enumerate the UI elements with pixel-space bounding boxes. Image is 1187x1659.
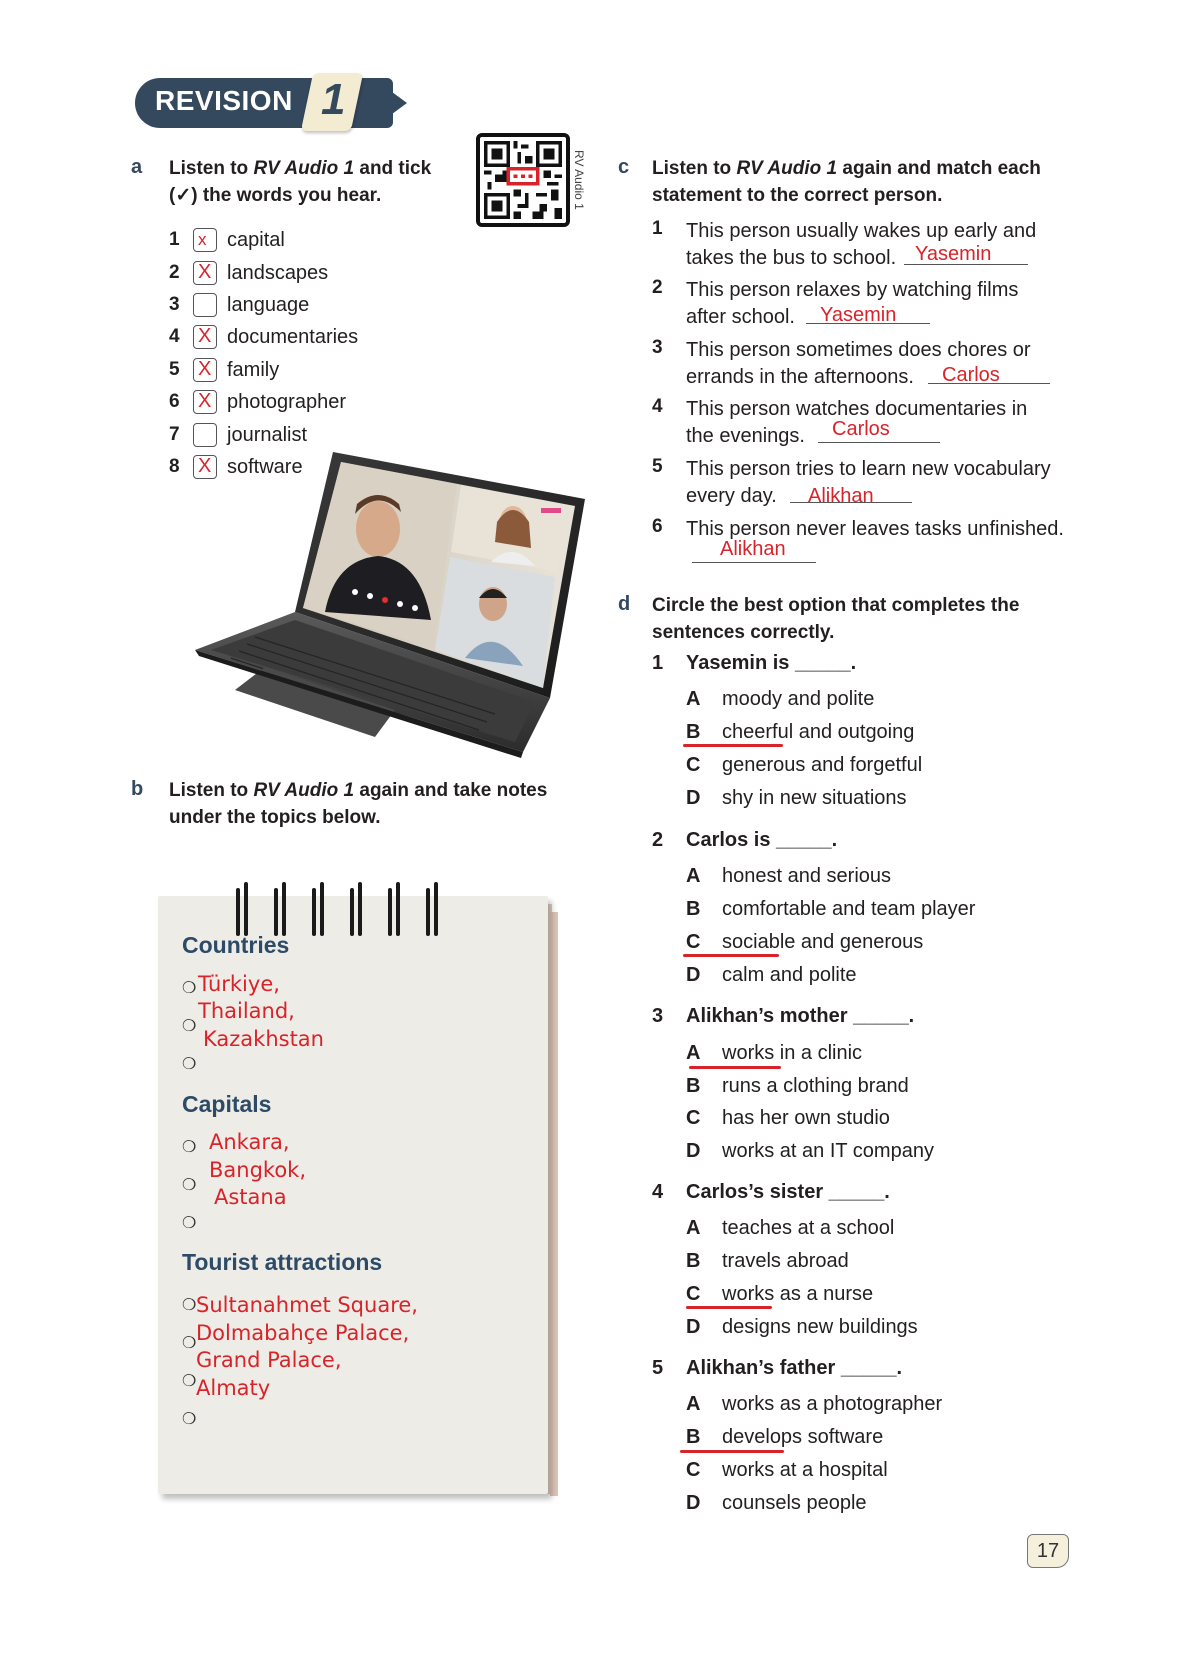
- note-bullet-icon[interactable]: ❍: [182, 1139, 197, 1156]
- option-letter: B: [686, 1074, 701, 1097]
- note-bullet-icon[interactable]: ❍: [182, 1018, 197, 1035]
- statement-line: This person tries to learn new vocabulary: [686, 458, 1051, 480]
- option-d[interactable]: [686, 1313, 918, 1341]
- word-item: [169, 323, 358, 351]
- option-letter: C: [686, 753, 701, 776]
- option-a[interactable]: [686, 862, 891, 890]
- item-number: 6: [169, 391, 180, 412]
- badge-title: REVISION: [155, 85, 293, 116]
- option-letter: A: [686, 864, 701, 887]
- question-text: Carlos is _____.: [686, 829, 838, 851]
- item-number: 4: [652, 396, 663, 417]
- word-label: family: [227, 358, 280, 381]
- question-number: 5: [652, 1357, 664, 1379]
- note-text: Kazakhstan: [203, 1027, 324, 1051]
- option-text: designs new buildings: [722, 1315, 918, 1338]
- spiral-binding-icon: [228, 876, 448, 940]
- option-text: works at an IT company: [722, 1139, 934, 1162]
- item-number: 3: [169, 294, 180, 315]
- page-number: 17: [1027, 1534, 1069, 1568]
- word-label: capital: [227, 228, 285, 251]
- option-letter: A: [686, 687, 701, 710]
- tick-checkbox[interactable]: [193, 228, 217, 252]
- note-bullet-icon[interactable]: ❍: [182, 1373, 197, 1390]
- question-number: 1: [652, 652, 664, 674]
- option-text: counsels people: [722, 1491, 867, 1514]
- option-text: travels abroad: [722, 1249, 849, 1272]
- item-number: 2: [169, 262, 180, 283]
- question-number: 3: [652, 1005, 664, 1027]
- question-stem: [652, 652, 856, 675]
- answer-line[interactable]: [692, 562, 816, 563]
- tick-checkbox[interactable]: [193, 423, 217, 447]
- option-text: teaches at a school: [722, 1216, 895, 1239]
- option-text: calm and polite: [722, 963, 857, 986]
- option-text: shy in new situations: [722, 786, 907, 809]
- option-text: sociable and generous: [722, 930, 924, 953]
- option-c[interactable]: [686, 1280, 873, 1308]
- option-a[interactable]: [686, 1214, 894, 1242]
- answer-underline: [686, 1306, 772, 1309]
- tick-checkbox[interactable]: [193, 390, 217, 414]
- note-text: Astana: [214, 1185, 287, 1209]
- option-letter: B: [686, 720, 701, 743]
- answer-text: Yasemin: [820, 304, 897, 326]
- answer-text: Yasemin: [915, 243, 992, 265]
- question-number: 2: [652, 829, 664, 851]
- word-label: language: [227, 293, 310, 316]
- note-text: Dolmabahçe Palace,: [196, 1321, 410, 1345]
- statement-line: every day.: [686, 485, 777, 507]
- qr-code[interactable]: [476, 133, 570, 227]
- instruction-text: sentences correctly.: [652, 622, 835, 643]
- question-text: Carlos’s sister _____.: [686, 1181, 890, 1203]
- option-letter: B: [686, 1425, 701, 1448]
- word-item: [169, 356, 279, 384]
- note-text: Bangkok,: [209, 1158, 307, 1182]
- note-text: Türkiye,: [198, 972, 280, 996]
- option-letter: D: [686, 963, 701, 986]
- badge-number: 1: [321, 75, 346, 124]
- option-b[interactable]: [686, 895, 975, 923]
- tick-mark: X: [198, 390, 212, 412]
- option-c[interactable]: [686, 751, 922, 779]
- note-bullet-icon[interactable]: ❍: [182, 1411, 197, 1428]
- question-stem: [652, 1181, 890, 1204]
- word-item: [169, 226, 285, 254]
- item-number: 3: [652, 337, 663, 358]
- instruction-text: statement to the correct person.: [652, 185, 943, 206]
- item-number: 4: [169, 326, 180, 347]
- tick-mark: x: [198, 230, 207, 249]
- note-bullet-icon[interactable]: ❍: [182, 1335, 197, 1352]
- instruction-text: again and match each: [837, 158, 1041, 179]
- section-b-instruction: [169, 777, 589, 831]
- option-text: moody and polite: [722, 687, 875, 710]
- option-text: generous and forgetful: [722, 753, 923, 776]
- word-label: landscapes: [227, 261, 329, 284]
- item-number: 1: [652, 218, 663, 239]
- statement-line: This person relaxes by watching films: [686, 279, 1019, 301]
- answer-underline: [689, 1066, 781, 1069]
- option-letter: B: [686, 897, 701, 920]
- option-letter: C: [686, 1458, 701, 1481]
- qr-audio-label: RV Audio 1: [572, 150, 586, 210]
- tick-mark: X: [198, 325, 212, 347]
- tick-mark: X: [198, 455, 212, 477]
- item-number: 8: [169, 456, 180, 477]
- statement-line: This person watches documentaries in: [686, 398, 1028, 420]
- instruction-text: (✓) the words you hear.: [169, 185, 382, 206]
- tick-mark: X: [198, 358, 212, 380]
- option-d[interactable]: [686, 1137, 934, 1165]
- tick-mark: X: [198, 261, 212, 283]
- option-text: works as a nurse: [722, 1282, 874, 1305]
- item-number: 5: [652, 456, 663, 477]
- notebook: [158, 876, 558, 1500]
- option-c[interactable]: [686, 928, 923, 956]
- item-number: 5: [169, 359, 180, 380]
- badge-pill-tip: [373, 78, 407, 128]
- note-bullet-icon[interactable]: ❍: [182, 1177, 197, 1194]
- option-letter: A: [686, 1392, 701, 1415]
- instruction-text: Circle the best option that completes the: [652, 595, 1020, 616]
- note-text: Thailand,: [198, 999, 295, 1023]
- section-d-letter: d: [618, 593, 631, 615]
- instruction-text: Listen to: [169, 780, 254, 801]
- option-letter: A: [686, 1041, 701, 1064]
- word-item: [169, 388, 346, 416]
- statement-line: takes the bus to school.: [686, 247, 897, 269]
- statement-line: This person sometimes does chores or: [686, 339, 1031, 361]
- word-item: [169, 259, 328, 287]
- word-item: [169, 421, 307, 449]
- note-text: Sultanahmet Square,: [196, 1293, 418, 1317]
- statement-line: This person never leaves tasks unfinished.: [686, 518, 1064, 540]
- option-b[interactable]: [686, 1423, 883, 1451]
- answer-underline: [680, 1450, 784, 1453]
- section-b-letter: b: [131, 778, 144, 800]
- audio-ref: RV Audio 1: [736, 158, 838, 179]
- section-c-letter: c: [618, 156, 630, 178]
- option-text: comfortable and team player: [722, 897, 976, 920]
- item-number: 2: [652, 277, 663, 298]
- answer-text: Carlos: [942, 364, 1000, 386]
- option-b[interactable]: [686, 1072, 909, 1100]
- answer-text: Alikhan: [720, 538, 786, 560]
- instruction-text: and tick: [354, 158, 432, 179]
- word-label: journalist: [227, 423, 308, 446]
- option-letter: B: [686, 1249, 701, 1272]
- tick-checkbox[interactable]: [193, 325, 217, 349]
- statement-line: This person usually wakes up early and: [686, 220, 1037, 242]
- question-stem: [652, 1357, 902, 1380]
- topic-heading-tourist-attractions: Tourist attractions: [182, 1249, 383, 1275]
- option-a[interactable]: [686, 685, 874, 713]
- word-label: documentaries: [227, 325, 359, 348]
- option-letter: D: [686, 1139, 701, 1162]
- section-a-instruction: [169, 155, 469, 209]
- topic-heading-capitals: Capitals: [182, 1091, 272, 1117]
- revision-badge: [135, 75, 410, 130]
- item-number: 7: [169, 424, 180, 445]
- page-edge: [550, 912, 558, 1496]
- option-letter: C: [686, 930, 701, 953]
- answer-text: Carlos: [832, 418, 890, 440]
- audio-ref: RV Audio 1: [253, 780, 355, 801]
- statement-line: errands in the afternoons.: [686, 366, 914, 388]
- option-a[interactable]: [686, 1390, 942, 1418]
- section-a-letter: a: [131, 156, 143, 178]
- tick-checkbox[interactable]: [193, 293, 217, 317]
- question-number: 4: [652, 1181, 664, 1203]
- note-text: Almaty: [196, 1376, 271, 1400]
- audio-ref: RV Audio 1: [253, 158, 355, 179]
- question-text: Alikhan’s father _____.: [686, 1357, 903, 1379]
- option-c[interactable]: [686, 1456, 888, 1484]
- note-text: Ankara,: [209, 1130, 290, 1154]
- option-text: develops software: [722, 1425, 884, 1448]
- section-c-instruction: [652, 155, 1082, 209]
- note-text: Grand Palace,: [196, 1348, 342, 1372]
- option-letter: C: [686, 1106, 701, 1129]
- option-text: works in a clinic: [722, 1041, 863, 1064]
- note-bullet-icon[interactable]: ❍: [182, 1056, 197, 1073]
- option-c[interactable]: [686, 1104, 890, 1132]
- question-text: Alikhan’s mother _____.: [686, 1005, 915, 1027]
- question-stem: [652, 829, 837, 852]
- answer-underline: [683, 744, 783, 747]
- answer-line[interactable]: [818, 442, 940, 443]
- note-bullet-icon[interactable]: ❍: [182, 1215, 197, 1232]
- item-number: 1: [169, 229, 180, 250]
- statement-line: the evenings.: [686, 425, 805, 447]
- option-text: works as a photographer: [722, 1392, 943, 1415]
- tick-checkbox[interactable]: [193, 358, 217, 382]
- note-bullet-icon[interactable]: ❍: [182, 1297, 197, 1314]
- option-d[interactable]: [686, 784, 907, 812]
- option-letter: A: [686, 1216, 701, 1239]
- statement-line: after school.: [686, 306, 795, 328]
- note-bullet-icon[interactable]: ❍: [182, 980, 197, 997]
- qr-code-icon: [484, 141, 562, 219]
- option-b[interactable]: [686, 1247, 849, 1275]
- instruction-text: again and take notes: [354, 780, 548, 801]
- answer-underline: [683, 954, 779, 957]
- option-d[interactable]: [686, 961, 857, 989]
- item-number: 6: [652, 516, 663, 537]
- option-letter: C: [686, 1282, 701, 1305]
- word-item: [169, 291, 309, 319]
- word-label: photographer: [227, 390, 346, 413]
- option-text: cheerful and outgoing: [722, 720, 915, 743]
- option-b[interactable]: [686, 718, 914, 746]
- option-letter: D: [686, 1315, 701, 1338]
- laptop-video-call-image: [195, 452, 595, 782]
- section-d-instruction: [652, 592, 1082, 646]
- option-letter: D: [686, 786, 701, 809]
- option-letter: D: [686, 1491, 701, 1514]
- instruction-text: Listen to: [169, 158, 254, 179]
- word-label: software: [227, 455, 303, 478]
- question-stem: [652, 1005, 914, 1028]
- instruction-text: Listen to: [652, 158, 737, 179]
- option-text: has her own studio: [722, 1106, 890, 1129]
- answer-text: Alikhan: [808, 485, 874, 507]
- instruction-text: under the topics below.: [169, 807, 381, 828]
- option-text: works at a hospital: [722, 1458, 888, 1481]
- option-d[interactable]: [686, 1489, 867, 1517]
- topic-heading-countries: Countries: [182, 932, 290, 958]
- option-a[interactable]: [686, 1039, 862, 1067]
- option-text: runs a clothing brand: [722, 1074, 909, 1097]
- question-text: Yasemin is _____.: [686, 652, 857, 674]
- option-text: honest and serious: [722, 864, 892, 887]
- tick-checkbox[interactable]: [193, 261, 217, 285]
